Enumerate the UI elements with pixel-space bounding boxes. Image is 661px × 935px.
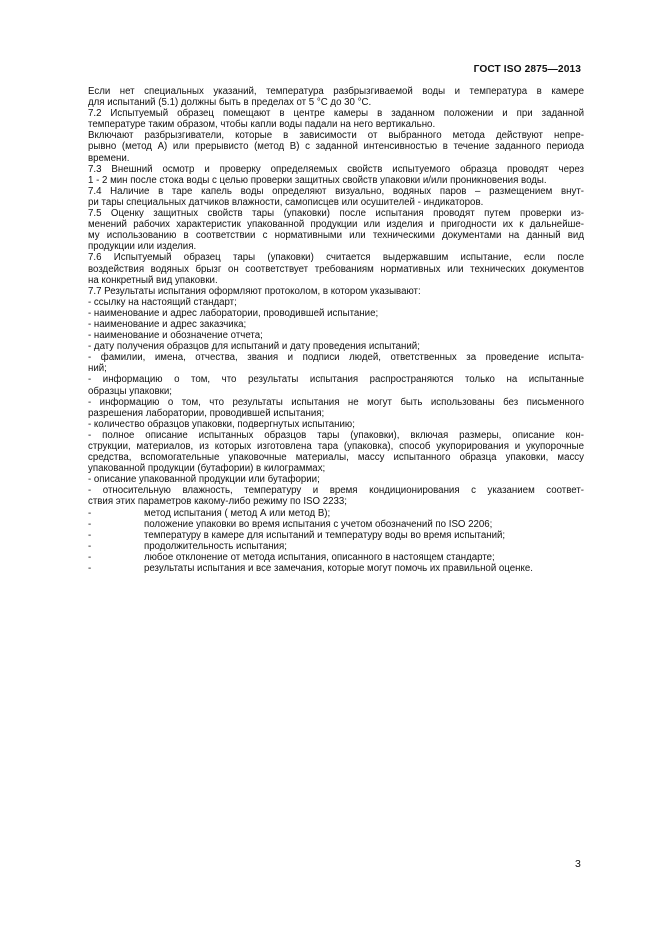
paragraph <box>60 108 584 130</box>
page-number: 3 <box>575 858 581 870</box>
dash-list-item <box>60 519 584 530</box>
text-line: средства, вспомогательные упаковочные материалы, массу испытанного образца упаковки, массу <box>88 452 584 464</box>
text-line: ри тары специальных датчиков влажности, самописцев или осушителей - индикаторов. <box>88 196 484 208</box>
text-line: для испытаний (5.1) должны быть в пределах от 5 °С до 30 °С. <box>88 97 372 109</box>
text-line: менений рабочих характеристик упакованной продукции или изделия и пригодности их к дальнейше- <box>88 219 584 231</box>
text-line: 7.2 Испытуемый образец помещают в центре камеры в заданном положении и при заданной <box>88 108 584 120</box>
text-line: 7.3 Внешний осмотр и проверку определяемых свойств испытуемого образца проводят через <box>88 163 584 175</box>
text-line: - дату получения образцов для испытаний и дату проведения испытаний; <box>88 341 420 353</box>
text-line: времени. <box>88 152 130 164</box>
text-line: - относительную влажность, температуру и время кондиционирования с указанием соответ- <box>88 485 584 497</box>
text-line: температуре таким образом, чтобы капли воды падали на него вертикально. <box>88 119 436 131</box>
text-line: 1 - 2 мин после стока воды с целью проверки защитных свойств упаковки и/или проникновения воды. <box>88 174 547 186</box>
text-line: Включают разбрызгиватели, которые в зависимости от выбранного метода действуют непре- <box>88 130 584 142</box>
paragraph <box>60 164 584 186</box>
body-text <box>60 86 584 574</box>
dash-marker: - <box>88 540 92 552</box>
text-line: - наименование и обозначение отчета; <box>88 330 263 342</box>
list-item <box>60 430 584 474</box>
text-line: образцы упаковки; <box>88 385 172 397</box>
paragraph <box>60 130 584 163</box>
list-item <box>60 352 584 374</box>
dash-list-item <box>60 541 584 552</box>
dash-item-text: результаты испытания и все замечания, которые могут помочь их правильной оценке. <box>144 563 533 575</box>
dash-marker: - <box>88 563 92 575</box>
list-item <box>60 374 584 396</box>
paragraph <box>60 86 584 108</box>
text-line: продукции или изделия. <box>88 241 197 253</box>
dash-list-item <box>60 508 584 519</box>
text-line: на конкретный вид упаковки. <box>88 274 218 286</box>
text-line: 7.5 Оценку защитных свойств тары (упаковки) после испытания проводят путем проверки из- <box>88 208 584 220</box>
text-line: Если нет специальных указаний, температура разбрызгиваемой воды и температура в камере <box>88 86 584 97</box>
text-line: - информацию о том, что результаты испытания распространяются только на испытанные <box>88 374 584 386</box>
text-line: - фамилии, имена, отчества, звания и подписи людей, ответственных за проведение испыта- <box>88 352 584 364</box>
text-line: - количество образцов упаковки, подвергнутых испытанию; <box>88 418 355 430</box>
text-line: ний; <box>88 363 107 375</box>
text-line: упакованной продукции (бутафории) в килограммах; <box>88 463 326 475</box>
list-item <box>60 297 584 308</box>
text-line: - наименование и адрес лаборатории, проводившей испытание; <box>88 307 379 319</box>
text-line: - описание упакованной продукции или бутафории; <box>88 474 320 486</box>
dash-item-text: температуру в камере для испытаний и температуру воды во время испытаний; <box>144 529 506 541</box>
text-line: разрешения лаборатории, проводившей испытания; <box>88 407 325 419</box>
text-line: рывно (метод А) или прерывисто (метод В) с заданной интенсивностью в течение заданного периода <box>88 141 584 153</box>
text-line: 7.4 Наличие в таре капель воды определяют визуально, водяных паров – размещением внут- <box>88 185 584 197</box>
list-item <box>60 308 584 319</box>
dash-item-text: продолжительность испытания; <box>144 540 287 552</box>
dash-list-item <box>60 563 584 574</box>
dash-marker: - <box>88 551 92 563</box>
dash-marker: - <box>88 518 92 530</box>
text-line: ствия этих параметров какому-либо режиму по ISO 2233; <box>88 496 347 508</box>
dash-item-text: любое отклонение от метода испытания, описанного в настоящем стандарте; <box>144 551 495 563</box>
text-line: - информацию о том, что результаты испытания не могут быть использованы без письменного <box>88 396 584 408</box>
list-item <box>60 319 584 330</box>
list-item <box>60 330 584 341</box>
list-item <box>60 419 584 430</box>
text-line: струкции, материалов, из которых изготовлена тара (упаковка), способ укупорирования и укупорочные <box>88 441 584 452</box>
list-item <box>60 485 584 507</box>
dash-marker: - <box>88 529 92 541</box>
text-line: - наименование и адрес заказчика; <box>88 318 247 330</box>
list-item <box>60 474 584 485</box>
paragraph <box>60 286 584 297</box>
list-item <box>60 397 584 419</box>
dash-marker: - <box>88 507 92 519</box>
dash-item-text: положение упаковки во время испытания с учетом обозначений по ISO 2206; <box>144 518 493 530</box>
text-line: му использованию в соответствии с нормативными или техническими документами на данный вид <box>88 230 584 242</box>
text-line: воздействия водяных брызг он соответствует требованиям нормативных или технических документов <box>88 263 584 275</box>
page-header: ГОСТ ISO 2875—2013 <box>473 64 581 75</box>
dash-list-item <box>60 530 584 541</box>
paragraph <box>60 208 584 252</box>
text-line: 7.6 Испытуемый образец тары (упаковки) считается выдержавшим испытание, если после <box>88 252 584 264</box>
list-item <box>60 341 584 352</box>
text-line: 7.7 Результаты испытания оформляют протоколом, в котором указывают: <box>88 285 421 297</box>
paragraph <box>60 186 584 208</box>
text-line: - полное описание испытанных образцов тары (упаковки), включая размеры, описание кон- <box>88 429 584 441</box>
dash-list-item <box>60 552 584 563</box>
paragraph <box>60 252 584 285</box>
dash-item-text: метод испытания ( метод А или метод В); <box>144 507 331 519</box>
text-line: - ссылку на настоящий стандарт; <box>88 296 237 308</box>
